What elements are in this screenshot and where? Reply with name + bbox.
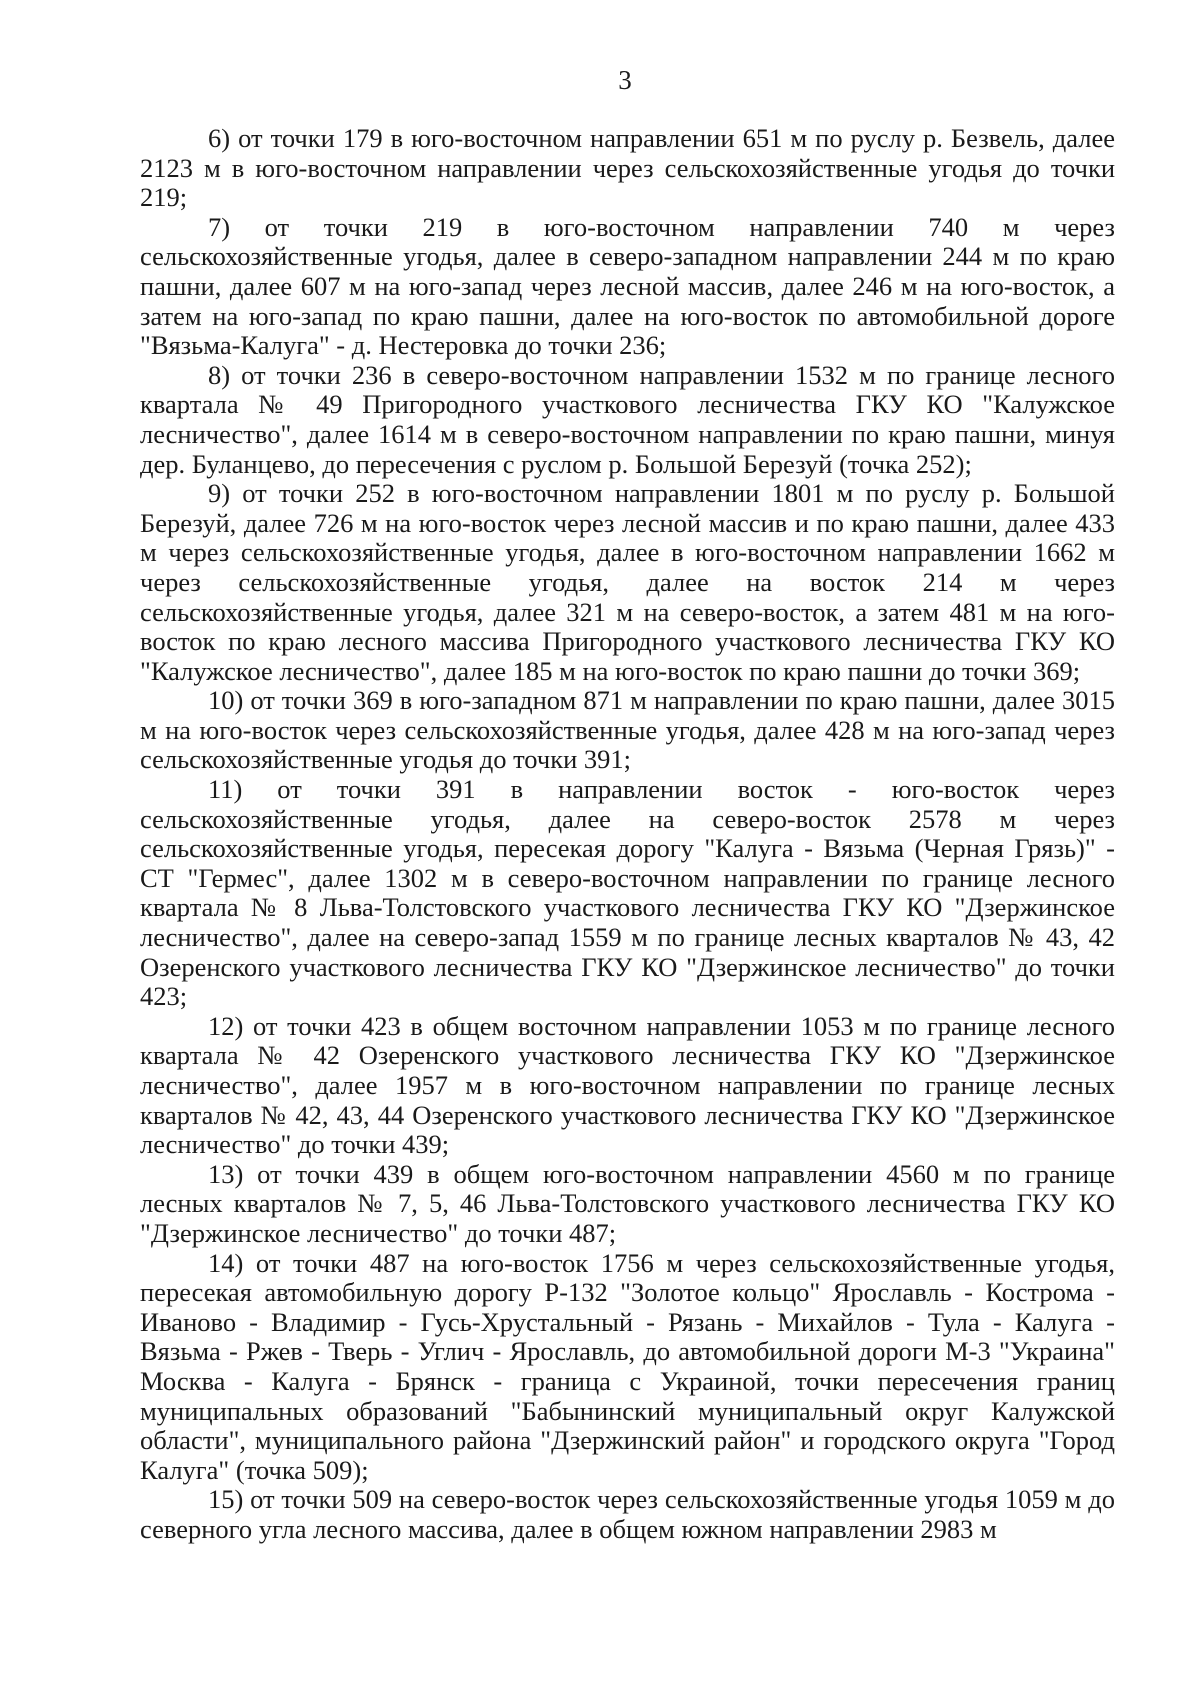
document-body — [140, 124, 1115, 1545]
paragraph-9: 9) от точки 252 в юго-восточном направлении 1801 м по руслу р. Большой Березуй, далее 726 м на юго-восток через лесной массив и по краю пашни, далее 433 м через сельскохозяйственные угодья, далее в юго-восточном направлении 1662 м через сельскохозяйственные угодья, далее на восток 214 м через сельскохозяйственные угодья, далее 321 м на северо-восток, а затем 481 м на юго-восток по краю лесного массива Пригородного участкового лесничества ГКУ КО "Калужское лесничество", далее 185 м на юго-восток по краю пашни до точки 369; — [140, 478, 1115, 686]
paragraph-7: 7) от точки 219 в юго-восточном направлении 740 м через сельскохозяйственные угодья, далее в северо-западном направлении 244 м по краю пашни, далее 607 м на юго-запад через лесной массив, далее 246 м на юго-восток, а затем на юго-запад по краю пашни, далее на юго-восток по автомобильной дороге "Вязьма-Калуга" - д. Нестеровка до точки 236; — [140, 211, 1115, 361]
paragraph-6: 6) от точки 179 в юго-восточном направлении 651 м по руслу р. Безвель, далее 2123 м в юго-восточном направлении через сельскохозяйственные угодья до точки 219; — [140, 123, 1115, 213]
page-number: 3 — [618, 65, 632, 95]
paragraph-10: 10) от точки 369 в юго-западном 871 м направлении по краю пашни, далее 3015 м на юго-восток через сельскохозяйственные угодья, далее 428 м на юго-запад через сельскохозяйственные угодья до точки 391; — [140, 685, 1115, 775]
paragraph-15: 15) от точки 509 на северо-восток через сельскохозяйственные угодья 1059 м до северного угла лесного массива, далее в общем южном направлении 2983 м — [140, 1484, 1115, 1544]
paragraph-11: 11) от точки 391 в направлении восток - юго-восток через сельскохозяйственные угодья, далее на северо-восток 2578 м через сельскохозяйственные угодья, пересекая дорогу "Калуга - Вязьма (Черная Грязь)" - СТ "Гермес", далее 1302 м в северо-восточном направлении по границе лесного квартала № 8 Льва-Толстовского участкового лесничества ГКУ КО "Дзержинское лесничество", далее на северо-запад 1559 м по границе лесных кварталов № 43, 42 Озеренского участкового лесничества ГКУ КО "Дзержинское лесничество" до точки 423; — [140, 774, 1115, 1012]
paragraph-14: 14) от точки 487 на юго-восток 1756 м через сельскохозяйственные угодья, пересекая автомобильную дорогу Р-132 "Золотое кольцо" Ярославль - Кострома - Иваново - Владимир - Гусь-Хрустальный - Рязань - Михайлов - Тула - Калуга - Вязьма - Ржев - Тверь - Углич - Ярославль, до автомобильной дороги М-3 "Украина" Москва - Калуга - Брянск - граница с Украиной, точки пересечения границ муниципальных образований "Бабынинский муниципальный округ Калужской области", муниципального района "Дзержинский район" и городского округа "Город Калуга" (точка 509); — [140, 1247, 1115, 1485]
paragraph-13: 13) от точки 439 в общем юго-восточном направлении 4560 м по границе лесных кварталов № 7, 5, 46 Льва-Толстовского участкового лесничества ГКУ КО "Дзержинское лесничество" до точки 487; — [140, 1158, 1115, 1248]
paragraph-8: 8) от точки 236 в северо-восточном направлении 1532 м по границе лесного квартала № 49 Пригородного участкового лесничества ГКУ КО "Калужское лесничество", далее 1614 м в северо-восточном направлении по краю пашни, минуя дер. Буланцево, до пересечения с руслом р. Большой Березуй (точка 252); — [140, 359, 1115, 479]
paragraph-12: 12) от точки 423 в общем восточном направлении 1053 м по границе лесного квартала № 42 Озеренского участкового лесничества ГКУ КО "Дзержинское лесничество", далее 1957 м в юго-восточном направлении по границе лесных кварталов № 42, 43, 44 Озеренского участкового лесничества ГКУ КО "Дзержинское лесничество" до точки 439; — [140, 1010, 1115, 1160]
